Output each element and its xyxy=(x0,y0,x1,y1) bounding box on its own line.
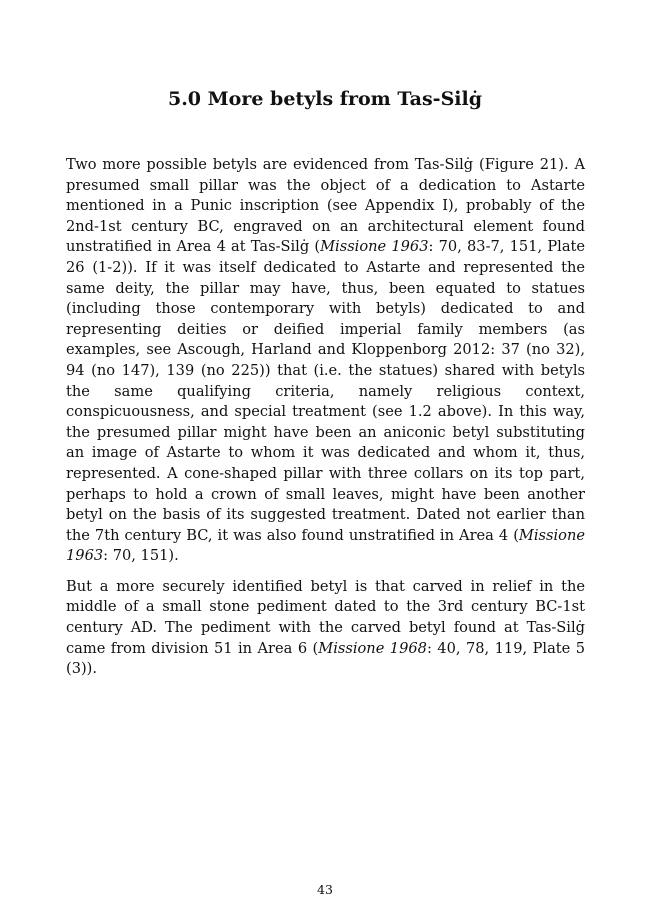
paragraph-1-text-1: Two more possible betyls are evidenced from Tas-Silġ (Figure 21). A presumed small pillar was the object of a dedication to Astarte mentioned in a Punic inscription (see Appendix I), probably of the 2nd-1st century BC, engraved on an architectural element found unstratified in Area 4 at Tas-Silġ ( xyxy=(66,156,585,256)
paragraph-1-text-3: : 70, 151). xyxy=(103,547,179,565)
citation-missione-1963: Missione 1963 xyxy=(320,238,429,256)
paragraph-2-text-1: But a more securely identified betyl is that carved in relief in the middle of a small stone pediment dated to the 3rd century BC-1st century AD. The pediment with the carved betyl found at Tas-Silġ came from division 51 in Area 6 ( xyxy=(66,577,585,657)
body-text xyxy=(66,155,585,680)
citation-missione-1963: Missione 1963 xyxy=(66,526,585,565)
citation-missione-1968: Missione 1968 xyxy=(318,639,427,657)
paragraph-1 xyxy=(66,155,585,567)
section-heading: 5.0 More betyls from Tas-Silġ xyxy=(167,88,483,110)
page-number: 43 xyxy=(317,882,333,897)
paragraph-2 xyxy=(66,577,585,680)
paragraph-2-text-2: : 40, 78, 119, Plate 5 (3)). xyxy=(66,639,586,678)
paragraph-1-text-2: : 70, 83-7, 151, Plate 26 (1-2)). If it was itself dedicated to Astarte and represented the same deity, the pillar may have, thus, been equated to statues (including those contemporary with betyls) dedicated to and representing deities or deified imperial family members (as examples, see Ascough, Harland and Kloppenborg 2012: 37 (no 32), 94 (no 147), 139 (no 225)) that (i.e. the statues) shared with betyls the same qualifying criteria, namely religious context, conspicuousness, and special treatment (see 1.2 above). In this way, the presumed pillar might have been an aniconic betyl substituting an image of Astarte to whom it was dedicated and whom it, thus, represented. A cone-shaped pillar with three collars on its top part, perhaps to hold a crown of small leaves, might have been another betyl on the basis of its suggested treatment. Dated not earlier than the 7th century BC, it was also found unstratified in Area 4 ( xyxy=(66,238,586,544)
